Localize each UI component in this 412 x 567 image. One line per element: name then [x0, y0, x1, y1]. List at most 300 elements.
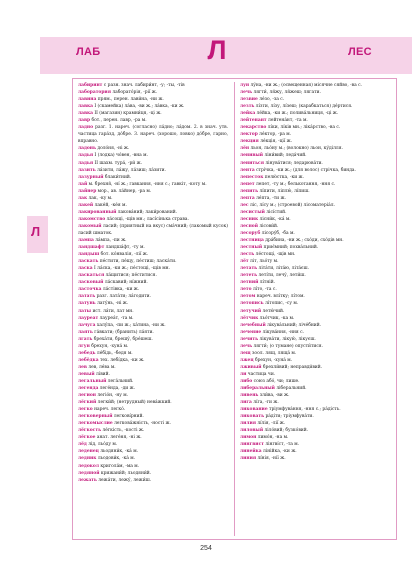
entry-headword: ласка [78, 266, 93, 272]
dictionary-entry [240, 420, 390, 427]
dictionary-entry [78, 174, 228, 181]
entry-definition: пелю́стка, -ки ж. [263, 174, 304, 180]
entry-definition: лу́на, -ни ж.; (освещенная) місячне сяйво, -ва с. [249, 83, 362, 88]
dictionary-entry [78, 82, 228, 89]
dictionary-entry [78, 96, 228, 103]
column-divider [234, 82, 235, 536]
entry-definition: разг. 1. нареч. (согласно) ла́дно; ла́дом. 2. в знач. утв. частица гара́зд, до́бре. 3. нареч. (хорошо, ловко) до́бре, гарно, вправно. [78, 125, 228, 145]
entry-headword: ладья [78, 160, 94, 166]
dictionary-entry [240, 350, 390, 357]
entry-definition: лев, ле́ва м. [86, 364, 116, 370]
entry-definition: ле́пта, -ти ж. [254, 195, 286, 201]
dictionary-entry [240, 209, 390, 216]
dictionary-entry [78, 188, 228, 195]
dictionary-entry [240, 286, 390, 293]
entry-definition: лі́топис, -су м. [263, 301, 299, 307]
entry-headword: лестный [240, 245, 263, 251]
entry-headword: лёт [240, 259, 249, 265]
entry-headword: лгать [78, 336, 93, 342]
entry-definition: ле́ктор, -ра м. [257, 132, 292, 138]
entry-headword: лавина [78, 97, 97, 103]
entry-headword: лезвие [240, 97, 258, 103]
entry-definition: льо́тчик, -ка м. [258, 315, 295, 321]
dictionary-entry [78, 448, 228, 455]
entry-definition: ліло́вий; бузко́вий. [263, 428, 309, 434]
entry-headword: лестница [240, 238, 264, 244]
entry-definition: льодови́к, -ка́ м. [96, 456, 136, 462]
entry-headword: леденец [78, 449, 99, 455]
entry-headword: лес [240, 202, 249, 208]
entry-definition: зоол. лящ, ляща́ м. [250, 350, 297, 356]
entry-headword: лавка [78, 111, 94, 117]
entry-headword: ландшафт [78, 245, 105, 251]
entry-headword: лиловый [240, 428, 264, 434]
entry-definition: лікува́ння, -ння с. [261, 329, 304, 335]
entry-headword: лавка [78, 104, 94, 110]
entry-headword: лайнер [78, 188, 97, 194]
entry-definition: лі́ки, лі́ків мн.; ліка́рство, -ва с. [266, 125, 341, 131]
dictionary-column-left [78, 82, 228, 536]
entry-definition: лі́га, -ги ж. [251, 400, 279, 406]
entry-headword: лев [78, 364, 87, 370]
dictionary-entry [78, 350, 228, 357]
dictionary-entry [78, 315, 228, 322]
entry-definition: анат. леге́ня, -ні ж. [95, 435, 142, 441]
entry-definition: лі́нія, -нії ж. [256, 456, 286, 462]
dictionary-entry [78, 244, 228, 251]
entry-headword: лепет [240, 181, 255, 187]
dictionary-entry [78, 434, 228, 441]
dictionary-entry [78, 392, 228, 399]
dictionary-entry [240, 441, 390, 448]
entry-headword: лимон [240, 435, 257, 441]
dictionary-entry [240, 202, 390, 209]
dictionary-entry [240, 343, 390, 350]
entry-definition: легкові́рний. [112, 414, 144, 420]
entry-definition: лі́пити, ліплю́, лі́пиш. [258, 188, 310, 194]
entry-definition: лауреа́т, -та м. [98, 315, 134, 321]
guide-word-right: ЛЕС [348, 46, 372, 58]
entry-headword: лекарство [240, 125, 267, 131]
entry-headword: лепесток [240, 174, 264, 180]
entry-definition: союз або́, чи; лише. [252, 378, 300, 384]
guide-word-left: ЛАБ [76, 46, 101, 58]
dictionary-entry [78, 385, 228, 392]
entry-headword: летопись [240, 301, 264, 307]
dictionary-column-right [240, 82, 390, 536]
dictionary-entry [78, 167, 228, 174]
entry-definition: тех. лебі́дка, -ки ж. [98, 357, 145, 363]
dictionary-entry [78, 124, 228, 145]
dictionary-entry [240, 145, 390, 152]
dictionary-entry [240, 265, 390, 272]
entry-definition: ла́сощі, -щів мн.; ласі́сінька страва. [105, 216, 189, 222]
entry-headword: лёд [78, 442, 87, 448]
entry-headword: летний [240, 280, 259, 286]
dictionary-entry [240, 230, 390, 237]
dictionary-entry [240, 117, 390, 124]
dictionary-entry [78, 371, 228, 378]
dictionary-entry [240, 124, 390, 131]
entry-headword: линия [240, 456, 257, 462]
entry-headword: латать [78, 294, 96, 300]
entry-definition: ист. ла́ти, лат мн. [91, 308, 134, 314]
dictionary-entry [78, 343, 228, 350]
entry-definition: ла́мпа, -пи ж. [93, 238, 127, 244]
entry-definition: ле́гкість, -кості ж. [101, 428, 145, 434]
dictionary-entry [78, 336, 228, 343]
entry-headword: либеральный [240, 386, 275, 392]
dictionary-entry [78, 470, 228, 477]
entry-definition: ліни́вий; леда́чий. [263, 153, 307, 159]
dictionary-entry [78, 103, 228, 110]
section-letter: Л [207, 35, 227, 65]
entry-definition: II шахм. тура́, -ри́ ж. [93, 160, 143, 166]
entry-headword: ледокол [78, 463, 99, 469]
entry-definition: лісі́стий. [264, 209, 287, 215]
dictionary-entry [240, 181, 390, 188]
entry-definition: лаборато́рія, -рії ж. [110, 90, 158, 96]
dictionary-entry [240, 216, 390, 223]
dictionary-entry [78, 145, 228, 152]
dictionary-entry [78, 406, 228, 413]
entry-definition: доло́ня, -ні ж. [96, 146, 130, 152]
entry-headword: летать [240, 266, 258, 272]
entry-headword: летом [240, 294, 256, 300]
dictionary-entry [78, 364, 228, 371]
dictionary-entry [240, 413, 390, 420]
entry-headword: лейтенант [240, 118, 267, 124]
entry-definition: ла́щитися; пе́ститися. [104, 273, 157, 279]
entry-headword: лечение [240, 329, 262, 335]
entry-headword: лакомый [78, 223, 102, 229]
dictionary-entry [78, 152, 228, 159]
entry-headword: ликовать [240, 414, 265, 420]
entry-definition: лісови́й. [257, 223, 279, 229]
entry-definition: лінгві́ст, -та м. [263, 442, 300, 448]
entry-headword: лектор [240, 132, 258, 138]
entry-headword: лингвист [240, 442, 264, 448]
entry-headword: лёгкое [78, 435, 96, 441]
entry-headword: либо [240, 378, 253, 384]
entry-headword: лай [78, 181, 88, 187]
entry-definition: с разн. знач. лабири́нт, -у; -ты, -тів [102, 83, 185, 88]
entry-headword: лига [240, 400, 252, 406]
dictionary-entry [240, 188, 390, 195]
dictionary-entry [240, 455, 390, 462]
dictionary-entry [240, 174, 390, 181]
dictionary-entry [240, 357, 390, 364]
entry-headword: латы [78, 308, 92, 314]
dictionary-entry [240, 167, 390, 174]
entry-definition: бот. ко́нвалія, -лії ж. [99, 252, 149, 258]
dictionary-entry [78, 293, 228, 300]
page-number: 254 [200, 545, 212, 552]
dictionary-entry [240, 448, 390, 455]
entry-headword: легальный [78, 378, 107, 384]
dictionary-entry [240, 251, 390, 258]
entry-definition: лікува́ти, лікую́, лікуєш. [258, 336, 316, 342]
entry-headword: лететь [240, 273, 258, 279]
dictionary-entry [78, 455, 228, 462]
dictionary-entry [78, 216, 228, 223]
dictionary-entry [78, 378, 228, 385]
entry-definition: нареч. легко́. [92, 407, 126, 413]
entry-definition: бот., перен. лавр, -ра м. [90, 118, 147, 124]
entry-definition: I (скамейка) ла́ва, -ви ж.; ла́вка, -ки ж. [93, 104, 185, 110]
entry-headword: легкомыслие [78, 421, 113, 427]
entry-headword: летучий [240, 308, 262, 314]
entry-headword: лечь [240, 90, 253, 96]
entry-headword: лакированный [78, 209, 117, 215]
dictionary-entry [78, 463, 228, 470]
dictionary-entry [240, 152, 390, 159]
entry-definition: лейтена́нт, -та м. [266, 118, 308, 124]
dictionary-entry [78, 251, 228, 258]
entry-definition: крижани́й; льодяни́й. [99, 470, 152, 476]
entry-definition: літа́ти, літа́ю, літа́єш. [257, 266, 309, 272]
entry-headword: лабиринт [78, 83, 103, 88]
entry-definition: лі́то, -та с. [251, 287, 277, 293]
entry-headword: лепта [240, 195, 255, 201]
dictionary-entry [78, 265, 228, 272]
entry-definition: зли́ва, -ви ж. [258, 393, 290, 399]
entry-headword: лун [240, 83, 250, 88]
dictionary-entry [78, 237, 228, 244]
entry-definition: легкова́жність, -ності ж. [112, 421, 171, 427]
entry-definition: ле́зо, -за с. [257, 97, 285, 103]
dictionary-entry [78, 223, 228, 237]
entry-definition: ле́стощі, -щів мн. [254, 252, 296, 258]
entry-headword: лживый [240, 364, 262, 370]
entry-definition: ландша́фт, -ту м. [104, 245, 145, 251]
entry-definition: ле́кція, -ції ж. [258, 139, 293, 145]
dictionary-entry [240, 371, 390, 378]
entry-headword: лауреат [78, 315, 99, 321]
entry-headword: лесоруб [240, 230, 261, 236]
dictionary-entry [240, 160, 390, 167]
entry-definition: лежа́ти, лежу́, лежи́ш. [96, 477, 152, 483]
entry-headword: лакей [78, 202, 94, 208]
dictionary-entry [240, 300, 390, 307]
dictionary-entry [78, 399, 228, 406]
entry-headword: легковерный [78, 414, 113, 420]
dictionary-entry [240, 272, 390, 279]
entry-headword: легион [78, 393, 96, 399]
entry-definition: легіо́н, -ну м. [95, 393, 129, 399]
dictionary-entry [240, 378, 390, 385]
entry-headword: лекция [240, 139, 259, 145]
entry-definition: дра́бина, -ни ж.; схо́ди, схо́дів мн. [263, 238, 344, 244]
entry-definition: мор., ав. ла́йнер, -ра м. [96, 188, 152, 194]
entry-headword: лётчик [240, 315, 259, 321]
entry-headword: лаять [78, 329, 93, 335]
dictionary-entry [240, 96, 390, 103]
entry-definition: лаке́й, -ке́я м. [93, 202, 127, 208]
entry-headword: лежать [78, 477, 97, 483]
entry-definition: прям., перен. лави́на, -ни ж. [96, 97, 164, 103]
entry-definition: льодяни́к, -ка́ м. [98, 449, 139, 455]
entry-definition: лак, -ку м. [87, 195, 113, 201]
entry-definition: лі́зти, лі́зу, лі́зеш; (карабкаться) де́ртися. [254, 104, 353, 110]
entry-definition: лісни́к, -ка́ м. [258, 216, 291, 222]
dictionary-entry [240, 138, 390, 145]
dictionary-entry [240, 82, 390, 89]
entry-headword: лазурный [78, 174, 104, 180]
dictionary-entry [78, 357, 228, 364]
entry-headword: левый [78, 371, 95, 377]
dictionary-entry [240, 244, 390, 251]
entry-headword: лепить [240, 188, 259, 194]
entry-definition: пе́стити, пе́щу, пе́стиш; ласка́ти. [98, 259, 177, 265]
entry-headword: лезть [240, 104, 255, 110]
dictionary-entry [78, 477, 228, 484]
entry-headword: ландыш [78, 252, 100, 258]
dictionary-entry [78, 181, 228, 188]
dictionary-entry [240, 399, 390, 406]
entry-definition: ліберальний. [274, 386, 307, 392]
entry-definition: м. брехня́, -ні́ ж.; гавкання, -ння с.; гавкіт, -коту м. [87, 181, 207, 187]
entry-headword: лесть [240, 252, 255, 258]
dictionary-entry [78, 441, 228, 448]
entry-headword: ласковый [78, 280, 104, 286]
entry-headword: лебедь [78, 350, 96, 356]
entry-definition: ласий; (приятный на вкус) сма́чний; (лакомый кусок) ласий шматок. [78, 223, 228, 236]
entry-definition: тріумфува́ння, -ння с.; ра́дість. [267, 407, 341, 413]
entry-definition: I ла́ска, -ки ж.; пе́стощі, -щів мн. [92, 266, 170, 272]
entry-headword: ливень [240, 393, 259, 399]
dictionary-entry [78, 427, 228, 434]
entry-definition: летю́чий. [261, 308, 285, 314]
entry-definition: ла́стівка, -ки ж. [101, 287, 140, 293]
entry-headword: ледник [78, 456, 97, 462]
entry-definition: лягти́; (о тумане) опусти́тися. [252, 343, 323, 349]
entry-headword: лето [240, 287, 252, 293]
thumb-index-letter: Л [31, 224, 41, 239]
dictionary-entry [240, 406, 390, 413]
entry-definition: брехун, -хуна́ м. [89, 343, 129, 349]
entry-headword: лечь [240, 343, 253, 349]
dictionary-entry [78, 110, 228, 117]
dictionary-entry [240, 427, 390, 434]
dictionary-entry [78, 117, 228, 124]
entry-definition: I (лодка) чо́вен, -вна м. [93, 153, 148, 159]
dictionary-entry [240, 89, 390, 96]
entry-definition: ла́зити, ла́жу, ла́зиш; ла́зити. [95, 167, 166, 173]
entry-headword: лента [240, 167, 255, 173]
entry-definition: лі́вий. [94, 371, 110, 377]
dictionary-entry [78, 89, 228, 96]
entry-headword: лесной [240, 223, 258, 229]
dictionary-entry [240, 364, 390, 371]
entry-definition: літ, льо́ту м. [248, 259, 279, 265]
entry-definition: бреха́ти, брешу́, бре́шеш. [92, 336, 153, 342]
entry-headword: лениться [240, 160, 264, 166]
entry-definition: халу́па, -пи ж.; ха́тина, -ни ж. [95, 322, 166, 328]
entry-headword: лещ [240, 350, 251, 356]
dictionary-entry [240, 322, 390, 329]
entry-definition: лега́льний. [106, 378, 134, 384]
entry-headword: лён [240, 146, 250, 152]
dictionary-entry [78, 420, 228, 427]
entry-definition: блаки́тний. [103, 174, 132, 180]
entry-headword: лазить [78, 167, 96, 173]
entry-definition: легки́й; (нетрудный) нева́жкий. [96, 400, 172, 406]
entry-headword: лачуга [78, 322, 96, 328]
entry-headword: ладья [78, 153, 94, 159]
entry-definition: ле́бідь, -бедя м. [95, 350, 133, 356]
entry-definition: брехун, -хуна́ м. [253, 357, 293, 363]
entry-definition: леге́нда, -ди ж. [98, 386, 136, 392]
dictionary-entry [78, 209, 228, 216]
entry-definition: га́вкати; (бранить) ла́яти. [92, 329, 154, 335]
entry-headword: лёгкость [78, 428, 102, 434]
entry-headword: лёгкий [78, 400, 97, 406]
dictionary-entry [240, 110, 390, 117]
entry-headword: лесистый [240, 209, 265, 215]
entry-headword: легко [78, 407, 93, 413]
entry-definition: нареч. влі́тку; лі́том. [255, 294, 305, 300]
dictionary-entry [240, 237, 390, 244]
entry-headword: лампа [78, 238, 94, 244]
entry-headword: ласкать [78, 259, 99, 265]
entry-headword: лейка [240, 111, 256, 117]
entry-headword: линейка [240, 449, 262, 455]
dictionary-entry [240, 336, 390, 343]
entry-headword: лесник [240, 216, 259, 222]
entry-headword: ли [240, 371, 247, 377]
dictionary-entry [78, 258, 228, 265]
dictionary-entry [240, 385, 390, 392]
entry-definition: стрі́чка, -ки ж.; (для волос) стрічка, бинда. [254, 167, 356, 173]
entry-definition: ліс, лі́су м.; (строевой) лісоматеріа́л. [248, 202, 335, 208]
dictionary-entry [78, 286, 228, 293]
entry-definition: II (магазин) крамни́ця, -ці ж. [93, 111, 162, 117]
entry-definition: лінува́тися; ледарюва́ти. [263, 160, 323, 166]
entry-definition: ла́скавий; ні́жний. [103, 280, 148, 286]
entry-definition: лимо́н, -на м. [256, 435, 289, 441]
entry-headword: ликование [240, 407, 268, 413]
entry-definition: частица чи. [246, 371, 276, 377]
entry-headword: ласкаться [78, 273, 105, 279]
dictionary-entry [78, 413, 228, 420]
entry-headword: лавр [78, 118, 91, 124]
entry-headword: лаборатория [78, 90, 111, 96]
dictionary-entry [78, 322, 228, 329]
dictionary-entry [240, 308, 390, 315]
entry-definition: лі́лія, -лії ж. [255, 421, 286, 427]
dictionary-entry [78, 195, 228, 202]
dictionary-entry [78, 272, 228, 279]
dictionary-entry [240, 103, 390, 110]
entry-headword: лак [78, 195, 88, 201]
entry-headword: лилия [240, 421, 256, 427]
entry-definition: лінійка, -ки ж. [261, 449, 297, 455]
entry-definition: лепет, -ту м.; белькотання, -ння с. [254, 181, 336, 187]
dictionary-entry [240, 279, 390, 286]
entry-headword: лебёдка [78, 357, 99, 363]
entry-headword: лжец [240, 357, 254, 363]
entry-definition: лягти́, ля́жу, ля́жеш; лягати. [252, 90, 321, 96]
entry-headword: лакомство [78, 216, 106, 222]
entry-headword: ласточка [78, 287, 102, 293]
dictionary-entry [240, 329, 390, 336]
dictionary-entry [240, 293, 390, 300]
entry-definition: лікува́льний; ліче́бний. [265, 322, 322, 328]
dictionary-entry [240, 434, 390, 441]
entry-headword: ладно [78, 125, 94, 131]
dictionary-entry [78, 160, 228, 167]
